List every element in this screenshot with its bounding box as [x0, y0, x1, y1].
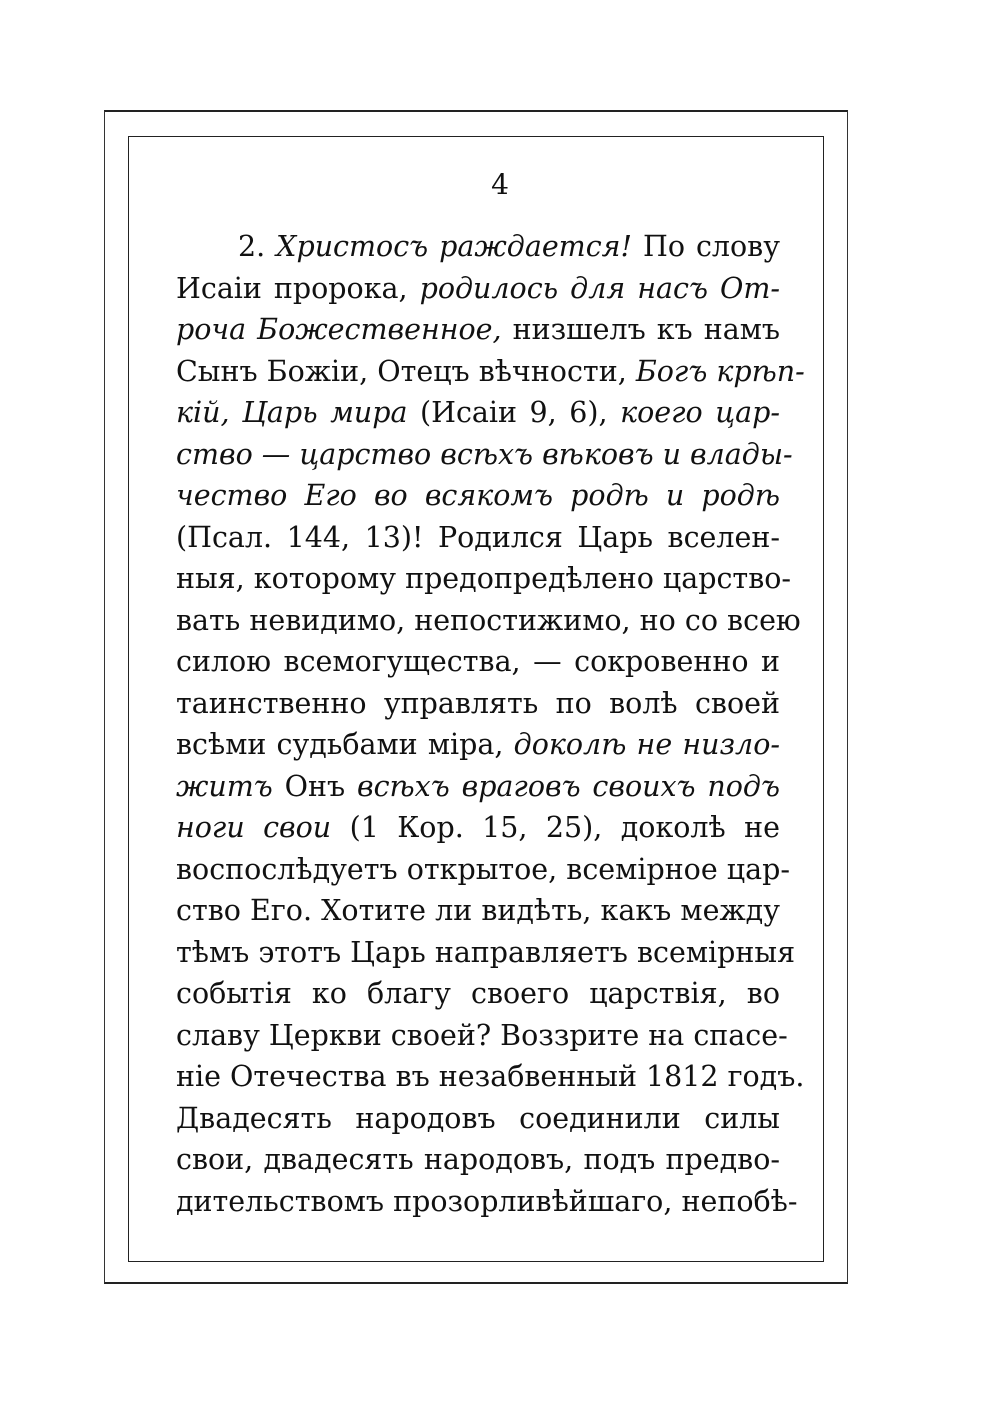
text-segment: свои, двадесять народовъ, подъ предво-: [176, 1143, 780, 1176]
text-line: [176, 226, 780, 268]
text-segment: тѣмъ этотъ Царь направляетъ всемірныя: [176, 935, 796, 969]
text-segment: славу Церкви своей? Воззрите на спасе-: [176, 1018, 788, 1052]
text-segment: ныя, которому предопредѣлено царство-: [176, 562, 792, 595]
text-line: [176, 558, 792, 600]
text-segment: дительствомъ прозорливѣйшаго, непобѣ-: [176, 1184, 798, 1218]
text-segment: вать невидимо, непостижимо, но со всею: [176, 603, 801, 637]
italic-text-segment: Христосъ раждается!: [276, 230, 632, 263]
text-line: [176, 1015, 788, 1057]
text-line: [176, 434, 793, 476]
text-segment: Исаіи пророка,: [176, 271, 420, 305]
text-segment: (1 Кор. 15, 25), доколѣ не: [331, 811, 780, 844]
text-segment: (Псал. 144, 13)! Родился Царь вселен-: [176, 520, 780, 554]
text-segment: таинственно управлять по волѣ своей: [176, 686, 780, 720]
italic-text-segment: Богъ крѣп-: [635, 354, 805, 388]
text-line: [176, 641, 780, 683]
page-number: 4: [491, 168, 509, 201]
italic-text-segment: доколѣ не низло-: [513, 728, 780, 761]
text-line: [176, 1056, 805, 1098]
italic-text-segment: ноги свои: [176, 811, 332, 844]
text-segment: 2.: [238, 230, 277, 263]
italic-text-segment: ство — царство всѣхъ вѣковъ и влады-: [176, 437, 793, 471]
text-segment: низшелъ къ намъ: [501, 313, 780, 346]
italic-text-segment: житъ: [176, 769, 273, 803]
italic-text-segment: родилось для насъ От-: [419, 271, 780, 305]
italic-text-segment: чество Его во всякомъ родѣ и родѣ: [176, 479, 780, 512]
text-segment: ніе Отечества въ незабвенный 1812 годъ.: [176, 1060, 805, 1093]
text-line: [176, 807, 780, 849]
text-segment: По слову: [632, 230, 780, 263]
text-line: [176, 683, 780, 725]
italic-text-segment: всѣхъ враговъ своихъ подъ: [356, 769, 780, 803]
italic-text-segment: кій, Царь мира: [176, 396, 408, 429]
text-segment: (Исаіи 9, 6),: [407, 396, 621, 429]
text-line: [176, 600, 801, 642]
text-segment: силою всемогущества, — сокровенно и: [176, 645, 780, 678]
body-text: [176, 226, 805, 1222]
italic-text-segment: роча Божественное,: [176, 313, 502, 346]
text-line: [176, 1098, 780, 1140]
text-line: [176, 849, 790, 891]
text-segment: ство Его. Хотите ли видѣть, какъ между: [176, 894, 780, 927]
text-segment: воспослѣдуетъ открытое, всемірное цар-: [176, 852, 790, 886]
text-line: [176, 1181, 798, 1223]
text-line: [176, 351, 805, 393]
italic-text-segment: коего цар-: [620, 396, 780, 429]
text-segment: Сынъ Божіи, Отецъ вѣчности,: [176, 354, 636, 388]
text-segment: Онъ: [272, 769, 357, 803]
text-segment: всѣми судьбами міра,: [176, 728, 514, 761]
text-segment: Двадесять народовъ соединили силы: [176, 1101, 780, 1135]
text-line: [176, 890, 780, 932]
text-line: [176, 392, 780, 434]
text-line: [176, 724, 780, 766]
text-line: [176, 475, 780, 517]
text-line: [176, 309, 780, 351]
text-line: [176, 973, 780, 1015]
text-line: [176, 932, 796, 974]
text-line: [176, 268, 780, 310]
text-segment: событія ко благу своего царствія, во: [176, 977, 780, 1010]
text-line: [176, 766, 780, 808]
text-line: [176, 1139, 780, 1181]
text-line: [176, 517, 780, 559]
